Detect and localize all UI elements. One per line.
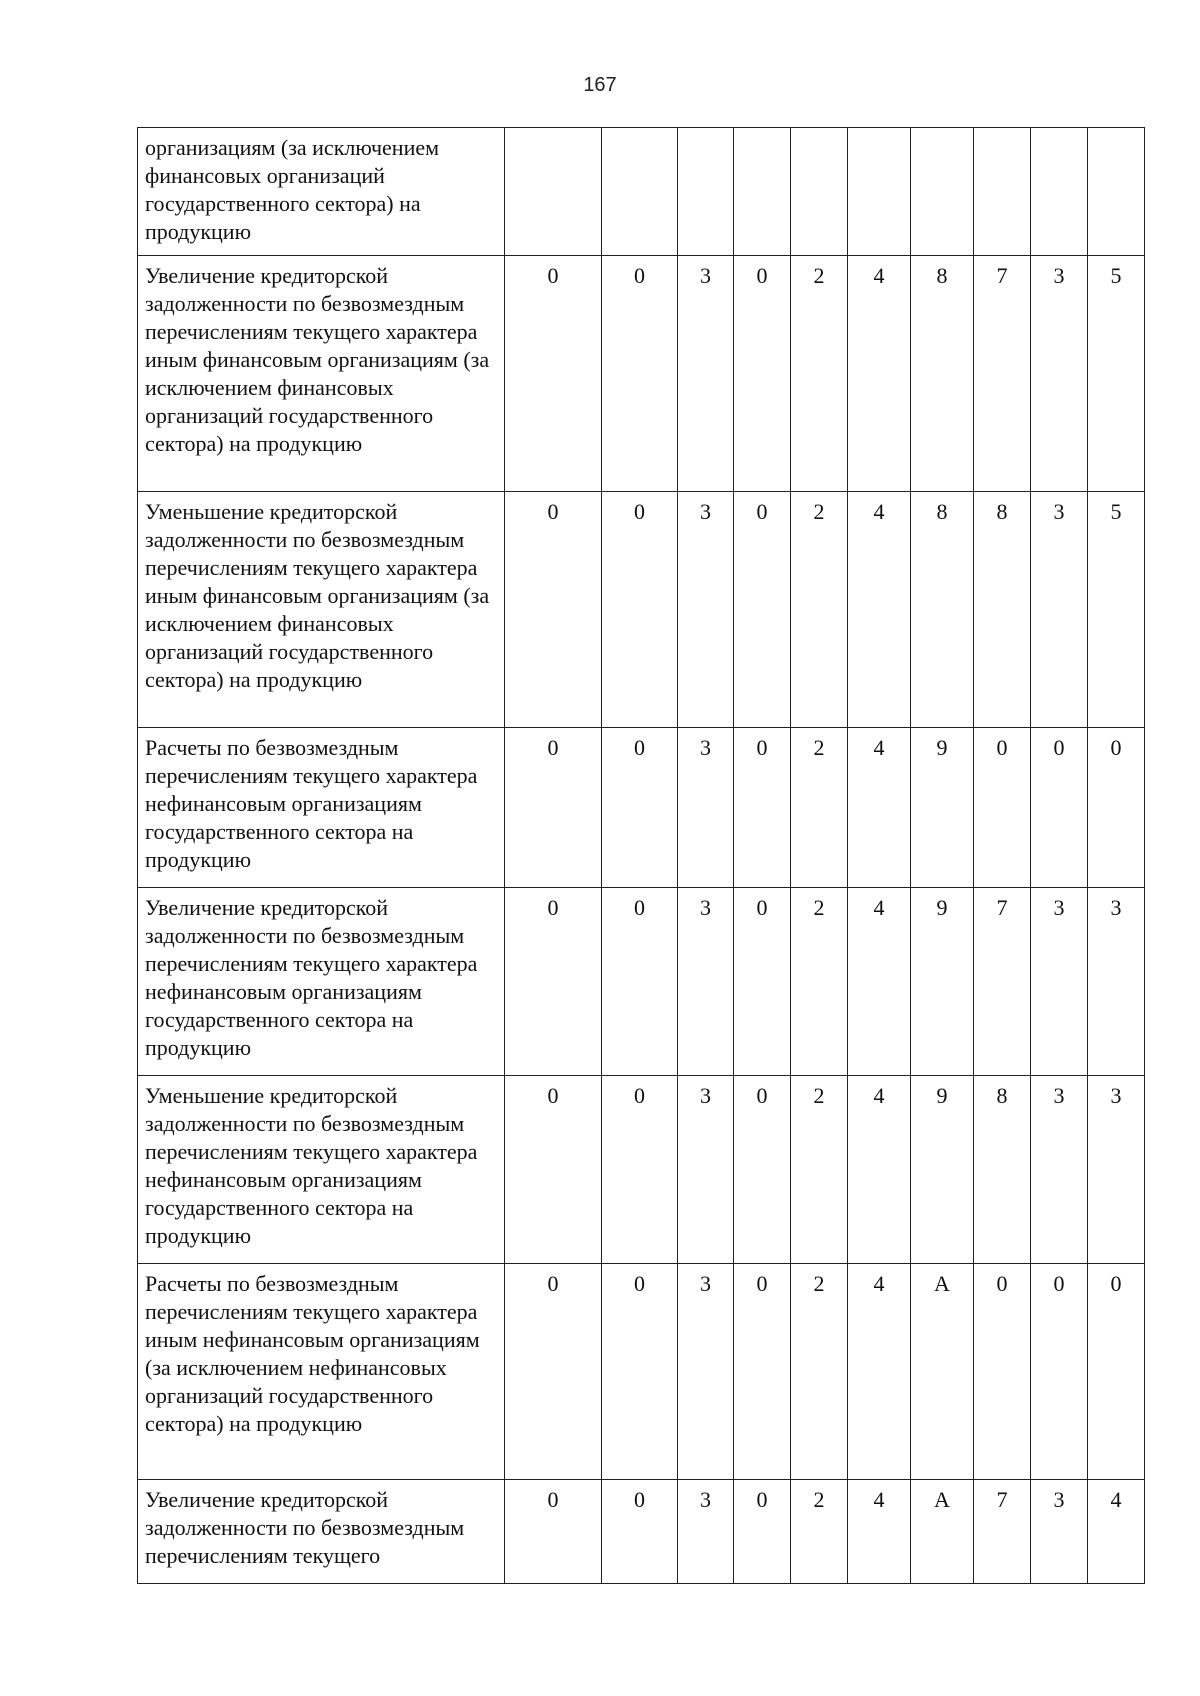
row-description: Увеличение кредиторской задолженности по безвозмездным перечислениям текущего характера нефинансовым организациям государственного сектора на продукцию [138,888,505,1076]
code-digit: 7 [974,888,1031,1076]
code-digit: 7 [974,256,1031,492]
code-digit [734,128,791,256]
code-digit: 2 [791,1076,848,1264]
account-codes-table [137,127,1145,1584]
code-digit: 2 [791,256,848,492]
code-digit: 3 [678,1264,734,1480]
code-digit: 3 [678,1480,734,1584]
code-digit: 0 [1031,1264,1088,1480]
code-digit: 3 [1031,1076,1088,1264]
code-digit: 4 [848,1480,911,1584]
code-digit: 3 [1031,888,1088,1076]
code-digit [602,128,678,256]
code-digit: 0 [602,888,678,1076]
code-digit: 7 [974,1480,1031,1584]
code-digit: 0 [974,728,1031,888]
page-number: 167 [583,74,617,96]
code-digit: 5 [1088,492,1145,728]
code-digit: 0 [1031,728,1088,888]
row-description: организациям (за исключением финансовых организаций государственного сектора) на продукцию [138,128,505,256]
code-digit: 2 [791,492,848,728]
row-description: Увеличение кредиторской задолженности по безвозмездным перечислениям текущего [138,1480,505,1584]
code-digit [974,128,1031,256]
code-digit: 2 [791,728,848,888]
row-description: Уменьшение кредиторской задолженности по безвозмездным перечислениям текущего характера иным финансовым организациям (за исключением финансовых организаций государственного сектора) на продукцию [138,492,505,728]
code-digit: 3 [678,256,734,492]
code-digit: 3 [1031,256,1088,492]
code-digit: 0 [602,1264,678,1480]
code-digit: 4 [848,1076,911,1264]
code-digit: 0 [1088,1264,1145,1480]
code-digit: 3 [678,888,734,1076]
code-digit [848,128,911,256]
code-digit: 3 [1088,1076,1145,1264]
table-row [138,128,1145,256]
code-digit [505,128,602,256]
code-digit [1088,128,1145,256]
code-digit: 0 [734,256,791,492]
code-digit: 4 [848,256,911,492]
table-row [138,492,1145,728]
code-digit: 3 [1031,1480,1088,1584]
code-digit: 3 [678,1076,734,1264]
code-digit: 4 [1088,1480,1145,1584]
table-row [138,888,1145,1076]
table-row [138,1264,1145,1480]
code-digit: 0 [602,1076,678,1264]
table-row [138,256,1145,492]
code-digit [678,128,734,256]
code-digit: 2 [791,1264,848,1480]
code-digit: 3 [678,728,734,888]
code-digit: 0 [505,888,602,1076]
row-description: Уменьшение кредиторской задолженности по безвозмездным перечислениям текущего характера нефинансовым организациям государственного сектора на продукцию [138,1076,505,1264]
code-digit: 4 [848,1264,911,1480]
code-digit: 0 [602,1480,678,1584]
code-digit: 0 [602,492,678,728]
code-digit: 0 [505,492,602,728]
code-digit: 0 [734,888,791,1076]
code-digit: 0 [505,728,602,888]
table-row [138,1076,1145,1264]
table-row [138,1480,1145,1584]
code-digit: 8 [974,492,1031,728]
code-digit: 0 [734,1264,791,1480]
code-digit: 4 [848,728,911,888]
row-description: Расчеты по безвозмездным перечислениям текущего характера нефинансовым организациям государственного сектора на продукцию [138,728,505,888]
code-digit: 0 [602,256,678,492]
code-digit: 3 [678,492,734,728]
code-digit: 0 [734,1480,791,1584]
code-digit: 8 [911,256,974,492]
code-digit: 0 [505,1480,602,1584]
row-description: Увеличение кредиторской задолженности по безвозмездным перечислениям текущего характера иным финансовым организациям (за исключением финансовых организаций государственного сектора) на продукцию [138,256,505,492]
code-digit: 0 [505,1264,602,1480]
code-digit: 0 [734,1076,791,1264]
code-digit: 4 [848,888,911,1076]
code-digit: 8 [911,492,974,728]
code-digit: 0 [505,256,602,492]
code-digit: 0 [734,728,791,888]
code-digit [791,128,848,256]
code-digit: 9 [911,888,974,1076]
code-digit: 0 [974,1264,1031,1480]
code-digit [911,128,974,256]
row-description: Расчеты по безвозмездным перечислениям текущего характера иным нефинансовым организациям (за исключением нефинансовых организаций государственного сектора) на продукцию [138,1264,505,1480]
code-digit [1031,128,1088,256]
code-digit: А [911,1480,974,1584]
code-digit: 9 [911,1076,974,1264]
code-digit: 0 [1088,728,1145,888]
code-digit: 0 [602,728,678,888]
code-digit: 9 [911,728,974,888]
code-digit: 0 [505,1076,602,1264]
code-digit: 2 [791,888,848,1076]
code-digit: 0 [734,492,791,728]
table-row [138,728,1145,888]
code-digit: 5 [1088,256,1145,492]
code-digit: 8 [974,1076,1031,1264]
code-digit: А [911,1264,974,1480]
code-digit: 3 [1031,492,1088,728]
code-digit: 2 [791,1480,848,1584]
code-digit: 4 [848,492,911,728]
code-digit: 3 [1088,888,1145,1076]
